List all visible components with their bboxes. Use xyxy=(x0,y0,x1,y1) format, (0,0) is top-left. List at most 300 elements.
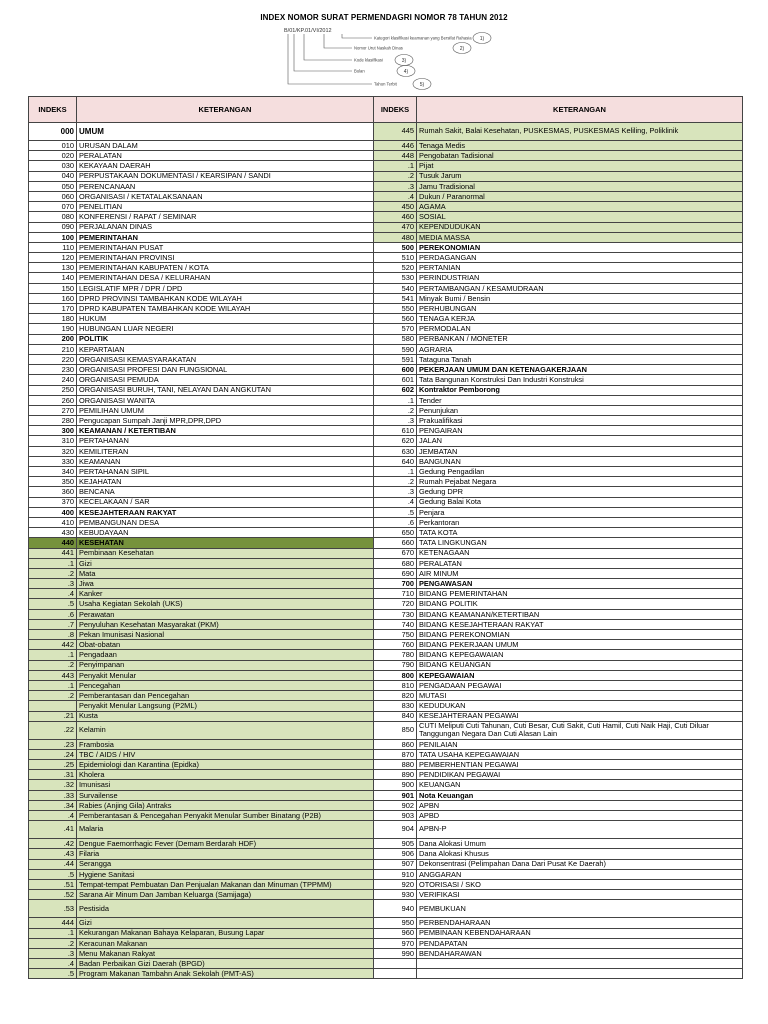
table-row xyxy=(29,507,743,517)
right-index-cell: 720 xyxy=(374,599,417,609)
table-row xyxy=(29,839,743,849)
right-description-cell: BIDANG KEUANGAN xyxy=(417,660,743,670)
right-description-cell: BIDANG PEKERJAAN UMUM xyxy=(417,640,743,650)
right-description-cell: Kontraktor Pemborong xyxy=(417,385,743,395)
table-row xyxy=(29,467,743,477)
left-index-cell: 140 xyxy=(29,273,77,283)
right-description-cell: BIDANG KESEJAHTERAAN RAKYAT xyxy=(417,619,743,629)
left-index-cell: 400 xyxy=(29,507,77,517)
left-index-cell xyxy=(29,701,77,711)
right-description-cell xyxy=(417,959,743,969)
left-description-cell: Kanker xyxy=(77,589,374,599)
table-row xyxy=(29,141,743,151)
right-description-cell: PEMBINAAN KEBENDAHARAAN xyxy=(417,928,743,938)
left-description-cell: ORGANISASI WANITA xyxy=(77,395,374,405)
right-description-cell: Tata Bangunan Konstruksi Dan Industri Konstruksi xyxy=(417,375,743,385)
legend-number: 3) xyxy=(401,57,407,64)
left-index-cell: 060 xyxy=(29,191,77,201)
right-description-cell: Dana Alokasi Umum xyxy=(417,839,743,849)
left-description-cell: Epidemiologi dan Karantina (Epidka) xyxy=(77,760,374,770)
right-description-cell: Pijat xyxy=(417,161,743,171)
left-index-cell: 080 xyxy=(29,212,77,222)
right-description-cell: Perkantoran xyxy=(417,517,743,527)
table-row xyxy=(29,293,743,303)
right-index-cell: 901 xyxy=(374,790,417,800)
left-description-cell: Penyakit Menular xyxy=(77,670,374,680)
right-index-cell: 890 xyxy=(374,770,417,780)
left-index-cell: 090 xyxy=(29,222,77,232)
numbering-legend-diagram xyxy=(282,24,494,92)
left-description-cell: BENCANA xyxy=(77,487,374,497)
right-description-cell: MEDIA MASSA xyxy=(417,232,743,242)
right-description-cell: KESEJAHTERAAN PEGAWAI xyxy=(417,711,743,721)
table-row xyxy=(29,959,743,969)
left-index-cell: 410 xyxy=(29,517,77,527)
table-row xyxy=(29,385,743,395)
left-index-cell: .5 xyxy=(29,869,77,879)
right-index-cell: 601 xyxy=(374,375,417,385)
left-description-cell: Dengue Faemorrhagic Fever (Demam Berdarah HDF) xyxy=(77,839,374,849)
right-index-cell: 541 xyxy=(374,293,417,303)
left-index-cell: .33 xyxy=(29,790,77,800)
left-index-cell: .44 xyxy=(29,859,77,869)
table-row xyxy=(29,609,743,619)
right-description-cell: PERALATAN xyxy=(417,558,743,568)
table-row xyxy=(29,324,743,334)
right-index-cell: 560 xyxy=(374,314,417,324)
table-row xyxy=(29,579,743,589)
right-index-cell: .2 xyxy=(374,171,417,181)
right-description-cell: SOSIAL xyxy=(417,212,743,222)
left-description-cell: Frambosia xyxy=(77,739,374,749)
table-row xyxy=(29,711,743,721)
table-row xyxy=(29,191,743,201)
legend-label: Kode klasifikasi xyxy=(354,57,383,63)
table-row xyxy=(29,589,743,599)
left-description-cell: PEMERINTAHAN PUSAT xyxy=(77,242,374,252)
left-description-cell: PERJALANAN DINAS xyxy=(77,222,374,232)
right-index-cell: 510 xyxy=(374,253,417,263)
table-row xyxy=(29,538,743,548)
table-row xyxy=(29,477,743,487)
left-index-cell: 441 xyxy=(29,548,77,558)
table-row xyxy=(29,568,743,578)
right-description-cell: PERDAGANGAN xyxy=(417,253,743,263)
right-description-cell: Tender xyxy=(417,395,743,405)
right-description-cell: Prakualifikasi xyxy=(417,416,743,426)
left-description-cell: Penyuluhan Kesehatan Masyarakat (PKM) xyxy=(77,619,374,629)
left-index-cell: .43 xyxy=(29,849,77,859)
right-index-cell: 860 xyxy=(374,739,417,749)
right-description-cell: Gedung Balai Kota xyxy=(417,497,743,507)
right-description-cell: Tusuk Jarum xyxy=(417,171,743,181)
right-description-cell: APBD xyxy=(417,811,743,821)
table-row xyxy=(29,283,743,293)
left-description-cell: PEMILIHAN UMUM xyxy=(77,405,374,415)
right-index-cell: 750 xyxy=(374,630,417,640)
table-row xyxy=(29,273,743,283)
right-index-cell: 680 xyxy=(374,558,417,568)
legend-label: Nomor Urut Naskah Dinas xyxy=(354,45,403,51)
left-description-cell: KEAMANAN xyxy=(77,456,374,466)
right-index-cell: 820 xyxy=(374,691,417,701)
left-description-cell: Pengadaan xyxy=(77,650,374,660)
table-row xyxy=(29,879,743,889)
table-row xyxy=(29,151,743,161)
left-description-cell: TBC / AIDS / HIV xyxy=(77,749,374,759)
table-row xyxy=(29,161,743,171)
right-description-cell: MUTASI xyxy=(417,691,743,701)
left-description-cell: Obat-obatan xyxy=(77,640,374,650)
right-description-cell: PENGADAAN PEGAWAI xyxy=(417,680,743,690)
right-index-cell: 950 xyxy=(374,918,417,928)
right-description-cell: Tenaga Medis xyxy=(417,141,743,151)
table-row xyxy=(29,739,743,749)
table-row xyxy=(29,405,743,415)
left-index-cell: 170 xyxy=(29,304,77,314)
left-description-cell: PEMERINTAHAN xyxy=(77,232,374,242)
table-row xyxy=(29,222,743,232)
left-index-cell: .2 xyxy=(29,568,77,578)
right-index-cell: 730 xyxy=(374,609,417,619)
right-index-cell: .1 xyxy=(374,161,417,171)
left-description-cell: Kekurangan Makanan Bahaya Kelaparan, Busung Lapar xyxy=(77,928,374,938)
right-index-cell: 930 xyxy=(374,890,417,900)
table-row xyxy=(29,721,743,739)
right-index-cell: 650 xyxy=(374,528,417,538)
right-index-cell: .3 xyxy=(374,181,417,191)
table-row xyxy=(29,701,743,711)
left-description-cell: Pembinaan Kesehatan xyxy=(77,548,374,558)
left-description-cell: KEBUDAYAAN xyxy=(77,528,374,538)
right-description-cell: Gedung DPR xyxy=(417,487,743,497)
legend-label: Tahun Terbit xyxy=(374,81,397,87)
left-description-cell: Jiwa xyxy=(77,579,374,589)
right-description-cell: PERMODALAN xyxy=(417,324,743,334)
left-index-cell: .7 xyxy=(29,619,77,629)
right-description-cell: PENGAWASAN xyxy=(417,579,743,589)
left-index-cell: 120 xyxy=(29,253,77,263)
left-description-cell: KEKAYAAN DAERAH xyxy=(77,161,374,171)
left-index-cell: 260 xyxy=(29,395,77,405)
right-description-cell: PENGAIRAN xyxy=(417,426,743,436)
left-index-cell: .5 xyxy=(29,969,77,979)
left-index-cell: .5 xyxy=(29,599,77,609)
right-index-cell: 610 xyxy=(374,426,417,436)
left-index-cell: 040 xyxy=(29,171,77,181)
left-index-cell: 100 xyxy=(29,232,77,242)
left-index-cell: .1 xyxy=(29,928,77,938)
table-row xyxy=(29,334,743,344)
right-index-cell: .2 xyxy=(374,405,417,415)
left-description-cell: PERTAHANAN xyxy=(77,436,374,446)
right-index-cell xyxy=(374,969,417,979)
left-index-cell: .2 xyxy=(29,660,77,670)
left-index-cell: .24 xyxy=(29,749,77,759)
right-description-cell: VERIFIKASI xyxy=(417,890,743,900)
table-row xyxy=(29,497,743,507)
right-index-cell: .3 xyxy=(374,487,417,497)
table-row xyxy=(29,375,743,385)
left-description-cell: PERALATAN xyxy=(77,151,374,161)
left-index-cell: 444 xyxy=(29,918,77,928)
table-row xyxy=(29,528,743,538)
left-description-cell: PEMBANGUNAN DESA xyxy=(77,517,374,527)
left-description-cell: Pengucapan Sumpah Janji MPR,DPR,DPD xyxy=(77,416,374,426)
right-index-cell: 640 xyxy=(374,456,417,466)
table-row xyxy=(29,948,743,958)
left-index-cell: .4 xyxy=(29,589,77,599)
right-index-cell: 906 xyxy=(374,849,417,859)
left-description-cell: ORGANISASI PROFESI DAN FUNGSIONAL xyxy=(77,365,374,375)
right-description-cell: BIDANG KEAMANAN/KETERTIBAN xyxy=(417,609,743,619)
right-description-cell: BENDAHARAWAN xyxy=(417,948,743,958)
left-index-cell: .21 xyxy=(29,711,77,721)
right-index-cell: 780 xyxy=(374,650,417,660)
table-row xyxy=(29,171,743,181)
left-description-cell: URUSAN DALAM xyxy=(77,141,374,151)
left-index-cell: 070 xyxy=(29,202,77,212)
table-row xyxy=(29,123,743,141)
index-table xyxy=(28,96,743,979)
left-index-cell: 360 xyxy=(29,487,77,497)
table-row xyxy=(29,969,743,979)
right-index-cell: .2 xyxy=(374,477,417,487)
right-description-cell: Penjara xyxy=(417,507,743,517)
left-index-cell: 370 xyxy=(29,497,77,507)
right-index-cell: 590 xyxy=(374,344,417,354)
right-index-cell: 448 xyxy=(374,151,417,161)
legend-number: 2) xyxy=(459,45,465,52)
table-row xyxy=(29,859,743,869)
right-index-cell: 810 xyxy=(374,680,417,690)
right-description-cell: PERTANIAN xyxy=(417,263,743,273)
left-index-cell: 320 xyxy=(29,446,77,456)
left-index-cell: .25 xyxy=(29,760,77,770)
right-description-cell: TATA LINGKUNGAN xyxy=(417,538,743,548)
left-description-cell: Sarana Air Minum Dan Jamban Keluarga (Samijaga) xyxy=(77,890,374,900)
right-index-cell: 990 xyxy=(374,948,417,958)
table-row xyxy=(29,456,743,466)
right-index-cell: 480 xyxy=(374,232,417,242)
right-index-cell: 690 xyxy=(374,568,417,578)
right-description-cell: Dana Alokasi Khusus xyxy=(417,849,743,859)
left-description-cell: Pekan Imunisasi Nasional xyxy=(77,630,374,640)
left-index-cell: .23 xyxy=(29,739,77,749)
right-index-cell: 903 xyxy=(374,811,417,821)
left-description-cell: Keracunan Makanan xyxy=(77,938,374,948)
right-index-cell: 600 xyxy=(374,365,417,375)
right-description-cell: Pengobatan Tadisional xyxy=(417,151,743,161)
left-index-cell: 280 xyxy=(29,416,77,426)
right-description-cell: AIR MINUM xyxy=(417,568,743,578)
left-description-cell: PERENCANAAN xyxy=(77,181,374,191)
right-description-cell: AGRARIA xyxy=(417,344,743,354)
right-index-cell: 500 xyxy=(374,242,417,252)
table-row xyxy=(29,680,743,690)
left-description-cell: Serangga xyxy=(77,859,374,869)
left-index-cell: .4 xyxy=(29,959,77,969)
header-right-description: KETERANGAN xyxy=(417,97,743,123)
right-index-cell: .1 xyxy=(374,395,417,405)
table-row xyxy=(29,181,743,191)
left-index-cell: .1 xyxy=(29,558,77,568)
left-description-cell: Hygiene Sanitasi xyxy=(77,869,374,879)
right-description-cell: KEUANGAN xyxy=(417,780,743,790)
left-description-cell: KEMILITERAN xyxy=(77,446,374,456)
right-description-cell: AGAMA xyxy=(417,202,743,212)
legend-label: Kategori klasifikasi keamanan yang Bersifat Rahasia xyxy=(374,35,472,41)
right-description-cell: KEPENDUDUKAN xyxy=(417,222,743,232)
right-index-cell: 940 xyxy=(374,900,417,918)
right-index-cell: 540 xyxy=(374,283,417,293)
left-description-cell: Mata xyxy=(77,568,374,578)
left-description-cell: Tempat-tempat Pembuatan Dan Penjualan Makanan dan Minuman (TPPMM) xyxy=(77,879,374,889)
right-index-cell: 790 xyxy=(374,660,417,670)
right-description-cell: TATA KOTA xyxy=(417,528,743,538)
header-left-index: INDEKS xyxy=(29,97,77,123)
legend-number: 5) xyxy=(419,81,425,88)
table-row xyxy=(29,938,743,948)
table-row xyxy=(29,344,743,354)
table-row xyxy=(29,800,743,810)
left-description-cell: DPRD PROVINSI TAMBAHKAN KODE WILAYAH xyxy=(77,293,374,303)
left-description-cell: KONFERENSI / RAPAT / SEMINAR xyxy=(77,212,374,222)
left-description-cell: ORGANISASI BURUH, TANI, NELAYAN DAN ANGKUTAN xyxy=(77,385,374,395)
table-row xyxy=(29,670,743,680)
right-index-cell xyxy=(374,959,417,969)
right-index-cell: 960 xyxy=(374,928,417,938)
table-row xyxy=(29,253,743,263)
right-index-cell: 602 xyxy=(374,385,417,395)
left-description-cell: PEMERINTAHAN KABUPATEN / KOTA xyxy=(77,263,374,273)
right-description-cell: Nota Keuangan xyxy=(417,790,743,800)
right-index-cell: 910 xyxy=(374,869,417,879)
right-index-cell: .4 xyxy=(374,497,417,507)
left-index-cell: 240 xyxy=(29,375,77,385)
right-description-cell: PERINDUSTRIAN xyxy=(417,273,743,283)
left-index-cell: 150 xyxy=(29,283,77,293)
left-index-cell: 110 xyxy=(29,242,77,252)
left-description-cell: ORGANISASI KEMASYARAKATAN xyxy=(77,354,374,364)
left-index-cell: .51 xyxy=(29,879,77,889)
legend-label: Bulan xyxy=(354,68,365,74)
left-description-cell: PEMERINTAHAN PROVINSI xyxy=(77,253,374,263)
left-description-cell: Rabies (Anjing Gila) Antraks xyxy=(77,800,374,810)
page-title: INDEX NOMOR SURAT PERMENDAGRI NOMOR 78 TAHUN 2012 xyxy=(260,13,508,22)
table-row xyxy=(29,928,743,938)
right-index-cell: 630 xyxy=(374,446,417,456)
table-row xyxy=(29,232,743,242)
left-index-cell: 010 xyxy=(29,141,77,151)
table-row xyxy=(29,487,743,497)
left-description-cell: KESEJAHTERAAN RAKYAT xyxy=(77,507,374,517)
left-index-cell: .32 xyxy=(29,780,77,790)
left-index-cell: 030 xyxy=(29,161,77,171)
table-row xyxy=(29,691,743,701)
table-row xyxy=(29,202,743,212)
right-description-cell xyxy=(417,969,743,979)
right-description-cell: BANGUNAN xyxy=(417,456,743,466)
left-index-cell: 000 xyxy=(29,123,77,141)
left-index-cell: 130 xyxy=(29,263,77,273)
table-row xyxy=(29,780,743,790)
left-description-cell: HUKUM xyxy=(77,314,374,324)
left-description-cell: Gizi xyxy=(77,558,374,568)
right-index-cell: 840 xyxy=(374,711,417,721)
right-index-cell: 970 xyxy=(374,938,417,948)
right-index-cell: 710 xyxy=(374,589,417,599)
right-description-cell: APBN xyxy=(417,800,743,810)
table-row xyxy=(29,426,743,436)
left-index-cell: .4 xyxy=(29,811,77,821)
right-description-cell: JEMBATAN xyxy=(417,446,743,456)
left-description-cell: HUBUNGAN LUAR NEGERI xyxy=(77,324,374,334)
left-index-cell: 230 xyxy=(29,365,77,375)
left-index-cell: .6 xyxy=(29,609,77,619)
right-description-cell: PEREKONOMIAN xyxy=(417,242,743,252)
right-index-cell: 905 xyxy=(374,839,417,849)
right-description-cell: PENILAIAN xyxy=(417,739,743,749)
right-description-cell: TENAGA KERJA xyxy=(417,314,743,324)
table-row xyxy=(29,548,743,558)
left-index-cell: 160 xyxy=(29,293,77,303)
left-index-cell: 350 xyxy=(29,477,77,487)
left-index-cell: 430 xyxy=(29,528,77,538)
left-description-cell: KEPARTAIAN xyxy=(77,344,374,354)
left-description-cell: Pencegahan xyxy=(77,680,374,690)
legend-number: 4) xyxy=(403,68,409,75)
left-index-cell: 300 xyxy=(29,426,77,436)
table-row xyxy=(29,263,743,273)
left-index-cell: .22 xyxy=(29,721,77,739)
right-description-cell: KEDUDUKAN xyxy=(417,701,743,711)
right-index-cell: 800 xyxy=(374,670,417,680)
header-right-index: INDEKS xyxy=(374,97,417,123)
right-description-cell: Minyak Bumi / Bensin xyxy=(417,293,743,303)
table-row xyxy=(29,304,743,314)
left-description-cell: Kholera xyxy=(77,770,374,780)
right-index-cell: 920 xyxy=(374,879,417,889)
left-index-cell: 220 xyxy=(29,354,77,364)
right-description-cell: Dekonsentrasi (Pelimpahan Dana Dari Pusat Ke Daerah) xyxy=(417,859,743,869)
table-row xyxy=(29,630,743,640)
left-index-cell: .52 xyxy=(29,890,77,900)
right-description-cell: PERBANKAN / MONETER xyxy=(417,334,743,344)
left-index-cell: .31 xyxy=(29,770,77,780)
right-description-cell: PERHUBUNGAN xyxy=(417,304,743,314)
left-description-cell: Kusta xyxy=(77,711,374,721)
left-description-cell: ORGANISASI PEMUDA xyxy=(77,375,374,385)
left-index-cell: .41 xyxy=(29,821,77,839)
right-description-cell: ANGGARAN xyxy=(417,869,743,879)
left-description-cell: Penyakit Menular Langsung (P2ML) xyxy=(77,701,374,711)
table-row xyxy=(29,314,743,324)
right-index-cell: .6 xyxy=(374,517,417,527)
table-row xyxy=(29,212,743,222)
left-index-cell: 190 xyxy=(29,324,77,334)
left-index-cell: 200 xyxy=(29,334,77,344)
left-index-cell: .1 xyxy=(29,680,77,690)
right-index-cell: .3 xyxy=(374,416,417,426)
right-description-cell: APBN-P xyxy=(417,821,743,839)
right-description-cell: BIDANG PEMERINTAHAN xyxy=(417,589,743,599)
left-index-cell: .42 xyxy=(29,839,77,849)
left-index-cell: .34 xyxy=(29,800,77,810)
left-description-cell: Gizi xyxy=(77,918,374,928)
left-description-cell: Pestisida xyxy=(77,900,374,918)
right-description-cell: OTORISASI / SKO xyxy=(417,879,743,889)
